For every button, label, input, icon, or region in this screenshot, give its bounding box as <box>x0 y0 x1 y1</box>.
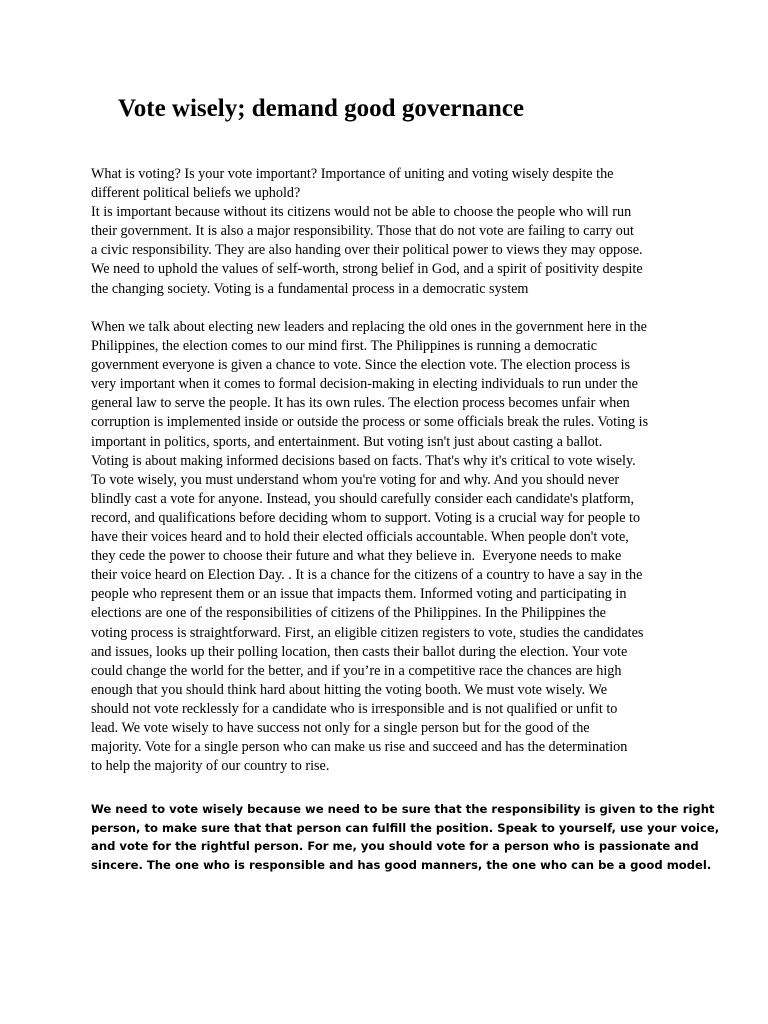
text-line: to help the majority of our country to rise. <box>91 758 330 775</box>
text-line: elections are one of the responsibilities of citizens of the Philippines. In the Philippines the <box>91 605 606 622</box>
text-line: the changing society. Voting is a fundamental process in a democratic system <box>91 280 529 297</box>
paragraph-election-process <box>91 318 648 776</box>
text-line: sincere. The one who is responsible and has good manners, the one who can be a good model. <box>91 857 712 872</box>
document-title: Vote wisely; demand good governance <box>118 95 525 122</box>
text-line: people who represent them or an issue that impacts them. Informed voting and participating in <box>91 586 627 603</box>
text-line: government everyone is given a chance to vote. Since the election vote. The election process is <box>91 357 631 374</box>
text-line: record, and qualifications before deciding whom to support. Voting is a crucial way for people to <box>91 509 641 526</box>
text-line: should not vote recklessly for a candidate who is irresponsible and is not qualified or unfit to <box>91 700 618 717</box>
text-line: important in politics, sports, and entertainment. But voting isn't just about casting a ballot. <box>91 433 603 450</box>
text-line: their voice heard on Election Day. . It is a chance for the citizens of a country to have a say in the <box>91 567 643 584</box>
text-line: Philippines, the election comes to our mind first. The Philippines is running a democratic <box>91 338 598 355</box>
text-line: voting process is straightforward. First, an eligible citizen registers to vote, studies the candidates <box>91 624 644 641</box>
text-line: their government. It is also a major responsibility. Those that do not vote are failing to carry out <box>91 223 634 240</box>
text-line: corruption is implemented inside or outside the process or some officials break the rules. Voting is <box>91 414 649 431</box>
text-line: It is important because without its citizens would not be able to choose the people who will run <box>91 204 632 221</box>
text-line: To vote wisely, you must understand whom you're voting for and why. And you should never <box>91 471 620 488</box>
paragraph-conclusion <box>91 800 719 874</box>
paragraph-intro <box>91 165 643 299</box>
text-line: general law to serve the people. It has its own rules. The election process becomes unfair when <box>91 395 630 412</box>
text-line: enough that you should think hard about hitting the voting booth. We must vote wisely. We <box>91 681 608 698</box>
text-line: a civic responsibility. They are also handing over their political power to views they may oppose. <box>91 242 643 259</box>
text-line: We need to uphold the values of self-worth, strong belief in God, and a spirit of positivity despite <box>91 261 643 278</box>
text-line: What is voting? Is your vote important? Importance of uniting and voting wisely despite the <box>91 166 614 182</box>
text-line: lead. We vote wisely to have success not only for a single person but for the good of the <box>91 719 590 736</box>
text-line: We need to vote wisely because we need to be sure that the responsibility is given to the right <box>91 802 715 816</box>
text-line: majority. Vote for a single person who can make us rise and succeed and has the determination <box>91 739 628 756</box>
text-line: person, to make sure that that person can fulfill the position. Speak to yourself, use your voice, <box>91 820 720 835</box>
text-line: and vote for the rightful person. For me, you should vote for a person who is passionate and <box>91 839 699 853</box>
text-line: blindly cast a vote for anyone. Instead, you should carefully consider each candidate's platform, <box>91 490 635 507</box>
text-line: different political beliefs we uphold? <box>91 185 301 202</box>
text-line: have their voices heard and to hold their elected officials accountable. When people don't vote, <box>91 529 629 546</box>
text-line: could change the world for the better, and if you’re in a competitive race the chances are high <box>91 662 622 679</box>
text-line: very important when it comes to formal decision-making in electing individuals to run under the <box>91 376 638 393</box>
text-line: they cede the power to choose their future and what they believe in. Everyone needs to make <box>91 548 622 565</box>
text-line: and issues, looks up their polling location, then casts their ballot during the election. Your vote <box>91 643 628 660</box>
text-line: When we talk about electing new leaders and replacing the old ones in the government here in the <box>91 319 647 335</box>
text-line: Voting is about making informed decisions based on facts. That's why it's critical to vote wisely. <box>91 452 636 469</box>
